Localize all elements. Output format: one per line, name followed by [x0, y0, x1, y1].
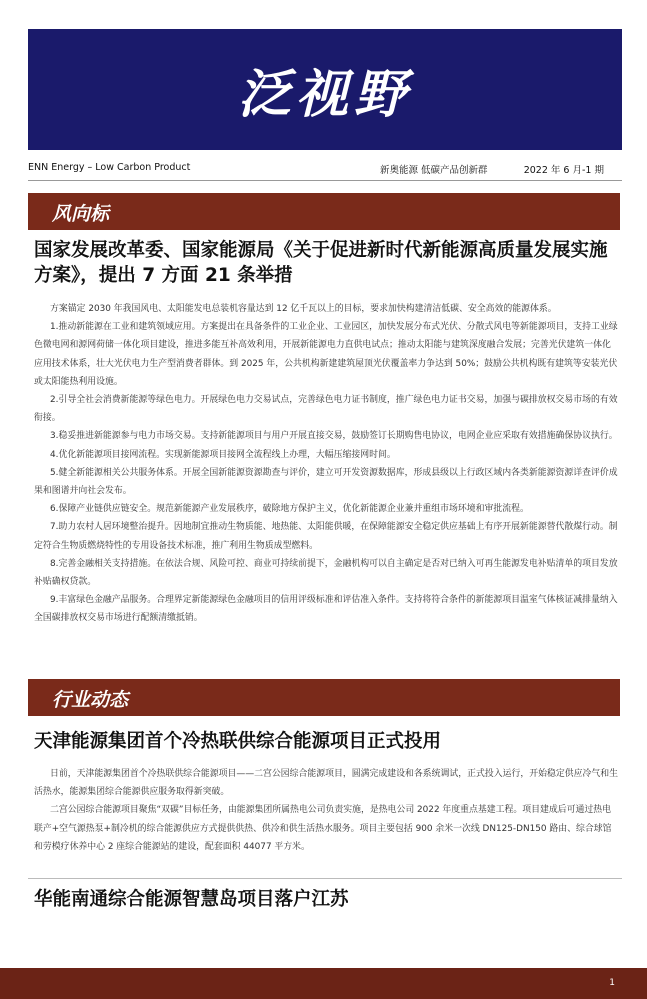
issue-meta: [28, 162, 622, 176]
article-divider: [28, 878, 622, 879]
paragraph: 7.助力农村人居环境整治提升。因地制宜推动生物质能、地热能、太阳能供暖，在保障能源安全稳定供应基础上有序开展新能源替代散煤行动。制定符合生物质燃烧特性的专用设备技术标准，推广利用生物质成型燃料。: [34, 522, 618, 551]
masthead-banner: [28, 29, 622, 150]
publisher-chinese: 新奥能源 低碳产品创新群: [380, 165, 488, 176]
article-headline: 国家发展改革委、国家能源局《关于促进新时代新能源高质量发展实施方案》，提出 7 方面 21 条举措: [34, 240, 608, 286]
issue-date: 2022 年 6 月-1 期: [523, 165, 604, 176]
section-label: 行业动态: [52, 689, 129, 711]
section-label: 风向标: [52, 203, 110, 225]
paragraph: 方案锚定 2030 年我国风电、太阳能发电总装机容量达到 12 亿千瓦以上的目标，要求加快构建清洁低碳、安全高效的能源体系。: [50, 304, 557, 314]
paragraph: 8.完善金融相关支持措施。在依法合规、风险可控、商业可持续前提下，金融机构可以自主确定是否对已纳入可再生能源发电补贴清单的项目发放补贴确权贷款。: [34, 558, 618, 588]
article-headline: 天津能源集团首个冷热联供综合能源项目正式投用: [34, 731, 442, 752]
page-footer: [0, 968, 647, 999]
section-header-fengxiangbiao: [28, 193, 620, 230]
article-body: [34, 300, 618, 628]
paragraph: 2.引导全社会消费新能源等绿色电力。开展绿色电力交易试点，完善绿色电力证书制度，推广绿色电力证书交易，加强与碳排放权交易市场的有效衔接。: [34, 395, 618, 424]
page-number: 1: [609, 978, 615, 988]
paragraph: 二宫公园综合能源项目聚焦“双碳”目标任务，由能源集团所属热电公司负责实施，是热电公司 2022 年度重点基建工程。项目建成后可通过热电联产+空气源热泵+制冷机的综合能源供应方式提供供热、供冷和供生活热水服务。项目主要包括 900 余米一次线 DN125-DN150 路由、综合球馆和劳模疗休养中心 2 座综合能源站的建设，配套面积 44077 平方米。: [34, 805, 612, 852]
article-headline: 华能南通综合能源智慧岛项目落户江苏: [34, 889, 349, 910]
paragraph: 日前，天津能源集团首个冷热联供综合能源项目——二宫公园综合能源项目，圆满完成建设和各系统调试，正式投入运行，开始稳定供应冷气和生活热水，能源集团综合能源供应服务取得新突破。: [34, 769, 618, 798]
paragraph: 1.推动新能源在工业和建筑领域应用。方案提出在具备条件的工业企业、工业园区，加快发展分布式光伏、分散式风电等新能源项目，支持工业绿色微电网和源网荷储一体化项目建设，推进多能互补高效利用，开展新能源电力直供电试点；推动太阳能与建筑深度融合发展；完善光伏建筑一体化应用技术体系，壮大光伏电力生产型消费者群体。到 2025 年，公共机构新建建筑屋顶光伏覆盖率力争达到 50%；鼓励公共机构既有建筑等安装光伏或太阳能热利用设施。: [34, 322, 618, 387]
section-header-industry-news: [28, 679, 620, 716]
paragraph: 3.稳妥推进新能源参与电力市场交易。支持新能源项目与用户开展直接交易，鼓励签订长期购售电协议，电网企业应采取有效措施确保协议执行。: [50, 431, 618, 442]
meta-divider: [28, 180, 622, 181]
masthead-title: 泛视野: [237, 64, 412, 125]
paragraph: 5.健全新能源相关公共服务体系。开展全国新能源资源勘查与评价，建立可开发资源数据库，形成县级以上行政区域内各类新能源资源详查评价成果和图谱并向社会发布。: [34, 467, 618, 497]
paragraph: 6.保障产业链供应链安全。规范新能源产业发展秩序，破除地方保护主义，优化新能源企业兼并重组市场环境和审批流程。: [50, 504, 529, 515]
article-body: [34, 765, 618, 856]
paragraph: 4.优化新能源项目接网流程。实现新能源项目接网全流程线上办理，大幅压缩接网时间。: [50, 449, 396, 460]
publisher-english: ENN Energy – Low Carbon Product: [28, 162, 191, 173]
paragraph: 9.丰富绿色金融产品服务。合理界定新能源绿色金融项目的信用评级标准和评估准入条件。支持将符合条件的新能源项目温室气体核证减排量纳入全国碳排放权交易市场进行配额清缴抵销。: [34, 595, 618, 624]
